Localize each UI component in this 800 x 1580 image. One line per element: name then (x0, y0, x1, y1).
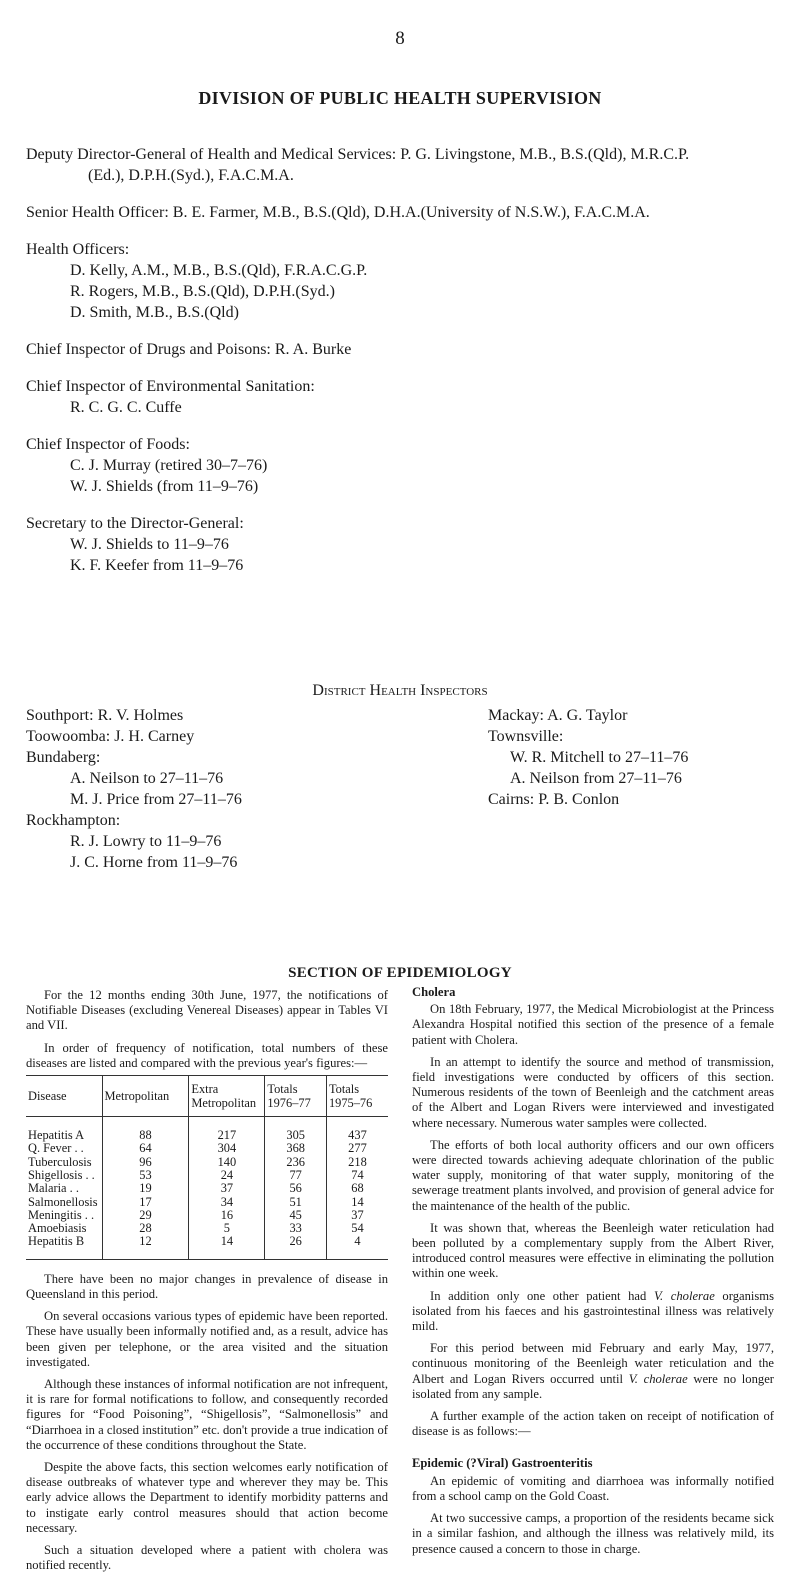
district-inspector-line: R. J. Lowry to 11–9–76 (70, 833, 222, 850)
senior-health-officer: Senior Health Officer: B. E. Farmer, M.B., B.S.(Qld), D.H.A.(University of N.S.W.), F.A.C.M.A. (26, 204, 650, 221)
foods-inspector: C. J. Murray (retired 30–7–76) (70, 457, 268, 474)
table-cell: 17 (102, 1196, 189, 1209)
table-row (26, 1169, 388, 1182)
table-cell: 96 (102, 1156, 189, 1169)
drugs-poisons-inspector: Chief Inspector of Drugs and Poisons: R. A. Burke (26, 341, 352, 358)
division-heading: DIVISION OF PUBLIC HEALTH SUPERVISION (198, 88, 602, 108)
table-cell: 29 (102, 1209, 189, 1222)
table-cell: 34 (189, 1196, 265, 1209)
district-inspector-line: Southport: R. V. Holmes (26, 707, 184, 724)
cholera-heading: Cholera (412, 985, 456, 999)
table-cell: 16 (189, 1209, 265, 1222)
paragraph: In an attempt to identify the source and method of transmission, field investigations were conducted by officers of this section. Numerous residents of the town of Beenleigh and the catchment areas of the Albert and Logan Rivers were interviewed and investigated where necessary. Numerous water samples were collected. (412, 1054, 774, 1130)
staff-list (26, 144, 786, 576)
paragraph: On several occasions various types of epidemic have been reported. These have usually been informally notified and, as a result, advice has been given per telephone, or the area visited and the situation investigated. (26, 1309, 388, 1369)
deputy-director-qualifications: (Ed.), D.P.H.(Syd.), F.A.C.M.A. (88, 167, 294, 184)
table-row (26, 1117, 388, 1143)
table-cell: 236 (265, 1156, 327, 1169)
district-inspector-line: J. C. Horne from 11–9–76 (70, 854, 238, 871)
district-inspector-line: A. Neilson to 27–11–76 (70, 770, 224, 787)
paragraph (412, 1341, 774, 1402)
table-cell: 304 (189, 1142, 265, 1155)
district-inspector-line: Toowoomba: J. H. Carney (26, 728, 195, 745)
table-row (26, 1209, 388, 1222)
table-cell: 14 (189, 1235, 265, 1259)
table-cell: 37 (351, 1207, 364, 1222)
table-row (26, 1235, 388, 1259)
table-cell: 74 (351, 1167, 364, 1182)
left-column (26, 988, 388, 1580)
table-cell: Meningitis . . (26, 1209, 102, 1222)
table-cell: Amoebiasis (26, 1222, 102, 1235)
paragraph: A further example of the action taken on receipt of notification of disease is as follows:— (412, 1409, 774, 1439)
table-cell: 218 (348, 1154, 367, 1169)
table-cell: 14 (351, 1194, 364, 1209)
table-header: Extra Metropolitan (189, 1076, 265, 1117)
table-row (26, 1142, 388, 1155)
table-cell: 277 (348, 1141, 367, 1156)
intro-paragraph: For the 12 months ending 30th June, 1977, the notifications of Notifiable Diseases (excluding Venereal Diseases) appear in Tables VI and VII. (26, 988, 388, 1033)
table-cell: 19 (102, 1182, 189, 1195)
table-cell: 437 (348, 1128, 367, 1143)
table-cell: 45 (265, 1209, 327, 1222)
table-row (26, 1156, 388, 1169)
paragraph: The efforts of both local authority officers and our own officers were directed towards achieving adequate chlorination of the public water supply, monitoring of that water supply, monitoring of the sewerage treatment plants involved, and provision of general advice for the maintenance of the health of the public. (412, 1137, 774, 1213)
paragraph (412, 1289, 774, 1335)
table-cell: 33 (265, 1222, 327, 1235)
table-cell: 5 (189, 1222, 265, 1235)
district-inspector-line: W. R. Mitchell to 27–11–76 (510, 749, 689, 766)
district-inspector-line: A. Neilson from 27–11–76 (510, 770, 682, 787)
notifiable-diseases-table (26, 1075, 388, 1260)
text-run: organisms isolated from his faeces and his gastrointestinal illness was relatively mild. (412, 1288, 774, 1334)
foods-inspector: W. J. Shields (from 11–9–76) (70, 478, 259, 495)
secretary-name: K. F. Keefer from 11–9–76 (70, 557, 244, 574)
env-sanitation-label: Chief Inspector of Environmental Sanitation: (26, 378, 315, 395)
paragraph: Despite the above facts, this section welcomes early notification of disease outbreaks of whatever type and wherever they may be. This early advice allows the Department to identify morbidity patterns and to instigate early control measures should that action become necessary. (26, 1459, 388, 1535)
table-cell: 77 (265, 1169, 327, 1182)
paragraph: On 18th February, 1977, the Medical Microbiologist at the Princess Alexandra Hospital notified this section of the presence of a female patient with Cholera. (412, 1002, 774, 1047)
table-row (26, 1222, 388, 1235)
table-header: Totals 1976–77 (265, 1076, 327, 1117)
district-inspectors-right (488, 705, 788, 810)
table-cell: 68 (351, 1181, 364, 1196)
env-sanitation-inspector: R. C. G. C. Cuffe (70, 399, 182, 416)
table-cell: Shigellosis . . (26, 1169, 102, 1182)
table-cell: 28 (102, 1222, 189, 1235)
table-cell: 88 (102, 1117, 189, 1143)
right-column (412, 985, 774, 1564)
text-run: were no longer isolated from any sample. (412, 1371, 774, 1401)
table-row (26, 1196, 388, 1209)
paragraph: Although these instances of informal notification are not infrequent, it is rare for formal notifications to follow, and consequently recorded figures for “Food Poisoning”, “Shigellosis”, “Salmonellosis” and “Diarrhoea in a closed institution” etc. don't provide a true indication of the occurrence of these conditions throughout the State. (26, 1376, 388, 1452)
table-cell: 51 (265, 1196, 327, 1209)
secretary-label: Secretary to the Director-General: (26, 515, 244, 532)
district-inspector-line: Mackay: A. G. Taylor (488, 707, 628, 724)
secretary-name: W. J. Shields to 11–9–76 (70, 536, 229, 553)
section-title: SECTION OF EPIDEMIOLOGY (288, 965, 512, 981)
table-cell: 53 (102, 1169, 189, 1182)
text-run: For this period between mid February and early May, 1977, continuous monitoring of the Beenleigh water reticulation and the Albert and Logan Rivers occurred until (412, 1341, 774, 1386)
health-officers-label: Health Officers: (26, 241, 130, 258)
district-inspector-line: Townsville: (488, 728, 564, 745)
health-officer: D. Kelly, A.M., M.B., B.S.(Qld), F.R.A.C.G.P. (70, 262, 368, 279)
paragraph: An epidemic of vomiting and diarrhoea was informally notified from a school camp on the Gold Coast. (412, 1473, 774, 1503)
district-inspector-line: Cairns: P. B. Conlon (488, 791, 620, 808)
paragraph: It was shown that, whereas the Beenleigh water reticulation had been polluted by a complementary supply from the Albert River, introduced control measures were effective in eliminating the pollution within one week. (412, 1220, 774, 1281)
order-paragraph: In order of frequency of notification, total numbers of these diseases are listed and compared with the previous year's figures:— (26, 1040, 388, 1070)
table-header: Totals 1975–76 (326, 1076, 388, 1117)
table-cell: 12 (102, 1235, 189, 1259)
table-header: Disease (26, 1076, 102, 1117)
table-cell: 140 (189, 1156, 265, 1169)
district-inspector-line: Rockhampton: (26, 812, 121, 829)
table-row (26, 1182, 388, 1195)
table-cell: 217 (189, 1117, 265, 1143)
table-cell: Hepatitis B (26, 1235, 102, 1259)
table-cell: 368 (265, 1142, 327, 1155)
district-inspectors-left (26, 705, 406, 873)
health-officer: R. Rogers, M.B., B.S.(Qld), D.P.H.(Syd.) (70, 283, 335, 300)
organism-name: V. cholerae (653, 1288, 715, 1303)
table-cell: 54 (351, 1221, 364, 1236)
foods-inspector-label: Chief Inspector of Foods: (26, 436, 190, 453)
page-number: 8 (395, 28, 405, 49)
table-cell: 4 (326, 1235, 388, 1259)
table-cell: Salmonellosis (26, 1196, 102, 1209)
deputy-director-line: Deputy Director-General of Health and Medical Services: P. G. Livingstone, M.B., B.S.(Qld), M.R.C.P. (26, 146, 690, 163)
table-cell: Tuberculosis (26, 1156, 102, 1169)
table-cell: 26 (265, 1235, 327, 1259)
paragraph: There have been no major changes in prevalence of disease in Queensland in this period. (26, 1271, 388, 1301)
table-cell: 56 (265, 1182, 327, 1195)
district-inspectors-title: District Health Inspectors (312, 682, 488, 699)
table-cell: 24 (189, 1169, 265, 1182)
text-run: In addition only one other patient had (430, 1288, 654, 1303)
table-cell: Hepatitis A (26, 1117, 102, 1143)
paragraph: Such a situation developed where a patient with cholera was notified recently. (26, 1542, 388, 1573)
table-cell: 64 (102, 1142, 189, 1155)
table-cell: Q. Fever . . (26, 1142, 102, 1155)
epidemic-heading: Epidemic (?Viral) Gastroenteritis (412, 1456, 593, 1471)
district-inspector-line: M. J. Price from 27–11–76 (70, 791, 242, 808)
health-officer: D. Smith, M.B., B.S.(Qld) (70, 304, 239, 321)
table-cell: Malaria . . (26, 1182, 102, 1195)
paragraph: At two successive camps, a proportion of the residents became sick in a similar fashion, and although the illness was relatively mild, its presence caused a concern to those in charge. (412, 1511, 774, 1556)
organism-name: V. cholerae (628, 1371, 688, 1386)
district-inspector-line: Bundaberg: (26, 749, 101, 766)
table-cell: 37 (189, 1182, 265, 1195)
table-header: Metropolitan (102, 1076, 189, 1117)
table-cell: 305 (265, 1117, 327, 1143)
